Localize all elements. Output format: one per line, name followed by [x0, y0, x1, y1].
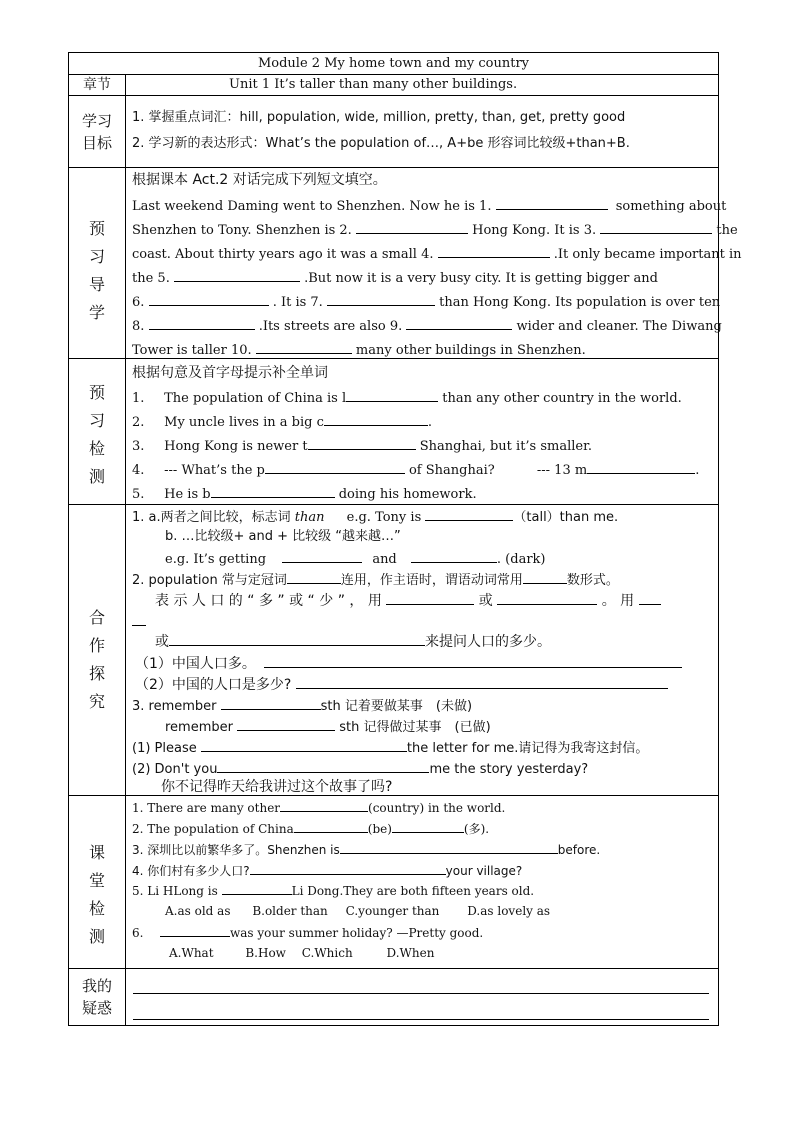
preview-label [69, 215, 125, 327]
classcheck-label [69, 839, 125, 951]
text: 或 [478, 593, 493, 609]
text: （tall）than me. [513, 510, 619, 525]
doubts-line-1[interactable] [133, 993, 709, 994]
text: 1. a.两者之间比较，标志词 [132, 510, 291, 525]
keyword: than [294, 510, 325, 525]
coop-blank-please[interactable] [201, 737, 407, 752]
coop-blank-ask-1[interactable] [639, 590, 661, 605]
text: (country) in the world. [368, 801, 506, 815]
classcheck-options-1 [165, 901, 550, 921]
text: Hong Kong. It is 3. [472, 223, 597, 238]
coop-line-3 [165, 548, 545, 570]
blank-8[interactable] [149, 315, 255, 330]
text: Hong Kong is newer t [164, 439, 308, 454]
preview-line-5 [132, 291, 720, 313]
text: 6. [132, 926, 144, 940]
worksheet-table [68, 52, 742, 1026]
option-a[interactable]: A.What [169, 946, 214, 960]
coop-label-char: 探 [88, 664, 105, 683]
blank-9[interactable] [406, 315, 512, 330]
text: 或 [155, 634, 169, 650]
preview-label-char: 学 [88, 303, 105, 322]
check-item-5 [132, 483, 477, 505]
classcheck-label-char: 测 [88, 927, 105, 946]
check-item-4 [132, 459, 699, 481]
unit-title: Unit 1 It’s taller than many other buildings. [229, 77, 518, 92]
coop-line-11 [132, 737, 648, 759]
preview-intro: 根据课本 Act.2 对话完成下列短文填空。 [132, 172, 387, 188]
classcheck-label-char: 堂 [88, 871, 105, 890]
text: me the story yesterday? [429, 762, 589, 777]
coop-blank-article[interactable] [287, 569, 341, 584]
option-c[interactable]: C.Which [301, 946, 353, 960]
check-intro: 根据句意及首字母提示补全单词 [132, 365, 328, 381]
coop-line-10 [165, 716, 491, 738]
text: --- 13 m [536, 463, 588, 478]
coop-line-5b [132, 611, 146, 633]
column-divider [125, 74, 126, 1025]
text: Shanghai, but it’s smaller. [419, 439, 593, 454]
coop-label-char: 合 [88, 608, 105, 627]
option-b[interactable]: B.older than [252, 904, 328, 918]
blank-3[interactable] [600, 219, 712, 234]
classcheck-line-6 [132, 922, 483, 943]
cc-blank-6[interactable] [222, 880, 292, 895]
classcheck-line-4 [132, 860, 522, 881]
text: the 5. [132, 271, 170, 286]
classcheck-line-1 [132, 797, 505, 818]
coop-label [69, 604, 125, 716]
text: before. [557, 843, 601, 857]
preview-line-1 [132, 195, 726, 217]
text: Last weekend Daming went to Shenzhen. Now he is 1. [132, 199, 492, 214]
num: 4. [132, 463, 145, 478]
text: 2. The population of China [132, 822, 294, 836]
text: e.g. It’s getting [165, 552, 267, 567]
row-divider [69, 968, 718, 969]
text: wider and cleaner. The Diwang [516, 319, 722, 334]
check-blank-6[interactable] [211, 483, 335, 498]
preview-label-char: 导 [88, 275, 105, 294]
coop-blank-translate-1[interactable] [264, 653, 682, 668]
coop-line-4 [132, 569, 619, 591]
num: 3. [132, 439, 145, 454]
text: sth 记着要做某事 (未做) [320, 699, 473, 714]
text: (多). [463, 822, 490, 836]
text: (be) [367, 822, 392, 836]
text: 。 用 [601, 593, 635, 609]
cc-blank-3[interactable] [392, 818, 464, 833]
check-label-char: 测 [88, 467, 105, 486]
blank-2[interactable] [356, 219, 468, 234]
text: 来提问人口的多少。 [425, 634, 551, 650]
text: sth 记得做过某事 (已做) [339, 720, 491, 735]
classcheck-label-char: 检 [88, 899, 105, 918]
goal-line-2: 2. 学习新的表达形式：What’s the population of…, A+be 形容词比较级+than+B. [132, 136, 630, 151]
text: . [427, 415, 432, 430]
text: of Shanghai? [408, 463, 495, 478]
coop-blank-remember-2[interactable] [237, 716, 335, 731]
doubts-label-bottom: 疑惑 [81, 999, 112, 1017]
text: 数形式。 [566, 573, 619, 588]
text: was your summer holiday? —Pretty good. [230, 926, 484, 940]
text: the letter for me.请记得为我寄这封信。 [406, 741, 649, 756]
text: e.g. Tony is [346, 510, 422, 525]
doubts-label-top: 我的 [81, 977, 112, 995]
coop-line-2: b. …比较级+ and + 比较级 “越来越…” [165, 529, 401, 544]
text: （1）中国人口多。 [135, 656, 256, 672]
coop-line-1 [132, 506, 618, 528]
blank-1[interactable] [496, 195, 608, 210]
coop-blank-number[interactable] [523, 569, 567, 584]
doubts-line-2[interactable] [133, 1019, 709, 1020]
text: than any other country in the world. [442, 391, 682, 406]
text: .It only became important in [553, 247, 742, 262]
text: 表 示 人 口 的 “ 多 ” 或 “ 少 ” ， 用 [155, 593, 382, 609]
text: 5. Li HLong is [132, 884, 218, 898]
num: 1. [132, 391, 145, 406]
check-blank-2[interactable] [324, 411, 428, 426]
check-blank-3[interactable] [308, 435, 416, 450]
text: 8. [132, 319, 145, 334]
preview-line-2 [132, 219, 738, 241]
preview-label-char: 习 [88, 247, 105, 266]
coop-blank-tall[interactable] [425, 506, 513, 521]
classcheck-line-2 [132, 818, 489, 839]
coop-label-char: 作 [88, 636, 105, 655]
coop-blank-few[interactable] [497, 590, 597, 605]
text: Shenzhen to Tony. Shenzhen is 2. [132, 223, 352, 238]
coop-blank-translate-2[interactable] [296, 674, 668, 689]
text: something about [615, 199, 727, 214]
text: --- What’s the p [164, 463, 265, 478]
text: than Hong Kong. Its population is over ten [439, 295, 721, 310]
coop-blank-dark-2[interactable] [411, 548, 497, 563]
blank-7[interactable] [327, 291, 435, 306]
preview-line-4 [132, 267, 658, 289]
text: （2）中国的人口是多少? [135, 677, 292, 693]
blank-6[interactable] [149, 291, 269, 306]
check-blank-1[interactable] [346, 387, 438, 402]
classcheck-line-3 [132, 839, 600, 860]
coop-line-13: 你不记得昨天给我讲过这个故事了吗? [161, 779, 393, 795]
text: 连用，作主语时，谓语动词常用 [340, 573, 523, 588]
text: . (dark) [496, 552, 546, 567]
check-label-char: 检 [88, 439, 105, 458]
check-blank-5[interactable] [587, 459, 695, 474]
text: many other buildings in Shenzhen. [355, 343, 586, 358]
coop-blank-dark-1[interactable] [282, 548, 362, 563]
coop-line-5 [155, 590, 661, 611]
row-divider [69, 167, 718, 168]
text: the [716, 223, 738, 238]
goals-label-top: 学习 [81, 112, 112, 130]
option-d[interactable]: D.as lovely as [467, 904, 551, 918]
text: 1. There are many other [132, 801, 281, 815]
check-item-2 [132, 411, 432, 433]
preview-label-char: 预 [88, 219, 105, 238]
blank-4[interactable] [438, 243, 550, 258]
check-item-1 [132, 387, 682, 409]
blank-10[interactable] [256, 339, 352, 354]
check-label-char: 预 [88, 383, 105, 402]
module-title: Module 2 My home town and my country [257, 56, 530, 71]
text: remember [165, 720, 233, 735]
goal-line-1: 1. 掌握重点词汇：hill, population, wide, million, pretty, than, get, pretty good [132, 110, 626, 125]
blank-5[interactable] [174, 267, 300, 282]
cc-blank-1[interactable] [280, 797, 368, 812]
check-blank-4[interactable] [265, 459, 405, 474]
num: 5. [132, 487, 145, 502]
text: 3. 深圳比以前繁华多了。Shenzhen is [132, 843, 340, 857]
text: (2) Don't you [132, 762, 218, 777]
text: .Its streets are also 9. [258, 319, 403, 334]
text: My uncle lives in a big c [164, 415, 324, 430]
text: 6. [132, 295, 145, 310]
preview-line-3 [132, 243, 742, 265]
goals-label-bottom: 目标 [81, 134, 112, 152]
option-d[interactable]: D.When [386, 946, 435, 960]
text: .But now it is a very busy city. It is getting bigger and [304, 271, 658, 286]
coop-line-7 [135, 653, 682, 674]
coop-line-9 [132, 695, 472, 717]
coop-blank-ask-2[interactable] [169, 631, 425, 646]
text: Li Dong.They are both fifteen years old. [291, 884, 535, 898]
cc-blank-4[interactable] [340, 839, 558, 854]
option-b[interactable]: B.How [245, 946, 286, 960]
text: and [372, 552, 397, 567]
coop-line-8 [135, 674, 668, 695]
coop-line-6 [155, 631, 551, 652]
classcheck-label-char: 课 [88, 843, 105, 862]
coop-blank-ask-1-cont[interactable] [132, 611, 146, 626]
text: The population of China is l [164, 391, 347, 406]
text: He is b [164, 487, 211, 502]
text: coast. About thirty years ago it was a small 4. [132, 247, 434, 262]
text: Tower is taller 10. [132, 343, 252, 358]
option-a[interactable]: A.as old as [165, 904, 231, 918]
text: your village? [445, 864, 523, 878]
cc-blank-2[interactable] [294, 818, 368, 833]
check-label [69, 379, 125, 491]
option-c[interactable]: C.younger than [345, 904, 440, 918]
row-divider [69, 95, 718, 96]
text: 3. remember [132, 699, 217, 714]
text: . It is 7. [272, 295, 323, 310]
coop-blank-many[interactable] [386, 590, 474, 605]
text: doing his homework. [338, 487, 477, 502]
preview-line-7 [132, 339, 586, 361]
section-label: 章节 [83, 77, 111, 93]
coop-blank-dont[interactable] [217, 758, 429, 773]
coop-blank-remember-1[interactable] [221, 695, 321, 710]
cc-blank-7[interactable] [160, 922, 230, 937]
classcheck-line-5 [132, 880, 534, 901]
check-label-char: 习 [88, 411, 105, 430]
coop-label-char: 究 [88, 692, 105, 711]
text: . [695, 463, 700, 478]
text: (1) Please [132, 741, 197, 756]
text: 2. population 常与定冠词 [132, 573, 287, 588]
text: 4. 你们村有多少人口? [132, 864, 250, 878]
cc-blank-5[interactable] [250, 860, 446, 875]
check-item-3 [132, 435, 592, 457]
preview-line-6 [132, 315, 722, 337]
num: 2. [132, 415, 145, 430]
classcheck-options-2 [169, 943, 434, 963]
